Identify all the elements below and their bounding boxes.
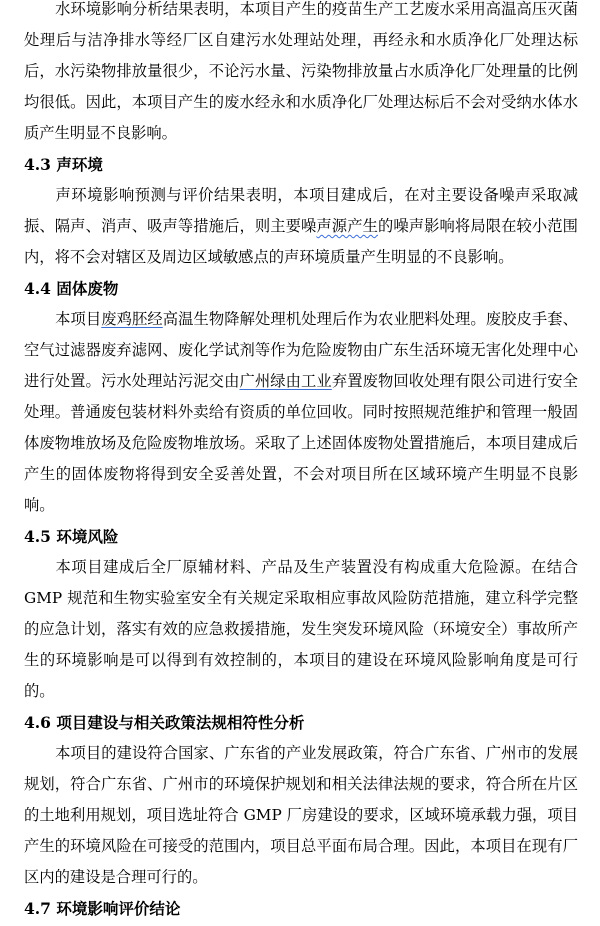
heading-4-5: 4.5 环境风险 bbox=[24, 527, 119, 546]
risk-text: 本项目建成后全厂原辅材料、产品及生产装置没有构成重大危险源。在结合GMP 规范和生物实验室安全有关规定采取相应事故风险防范措施，建立科学完整的应急计划，落实有效的应急救援措施，发生突发环境风险（环境安全）事故所产生的环境影响是可以得到有效控制的，本项目的建设在环境风险影响角度是可行的。 bbox=[24, 558, 578, 700]
paragraph-solid-waste bbox=[24, 304, 578, 521]
heading-4-4: 4.4 固体废物 bbox=[24, 279, 119, 298]
paragraph-policy-compliance bbox=[24, 738, 578, 893]
noise-text-a: 声环境影响预测与评价结果表明，本项目建成后，在对主要设备噪声采取减振、隔声、消声、吸声等措施后，则主要噪 bbox=[24, 186, 578, 235]
paragraph-env-risk bbox=[24, 552, 578, 707]
waste-text-e: 弃置废物回收处理有限公司进行安全处理。普通废包装材料外卖给有资质的单位回收。同时按照规范维护和管理一般固体废物堆放场及危险废物堆放场。采取了上述固体废物处置措施后，本项目建成后产生的固体废物将得到安全妥善处置，不会对项目所在区域环境产生明显不良影响。 bbox=[24, 372, 578, 514]
noise-text-c: 的噪声影响将局限在较小范围内，将不会对辖区及周边区域敏感点的声环境质量产生明显的不良影响。 bbox=[24, 217, 578, 266]
waste-text-a: 本项目 bbox=[55, 310, 102, 328]
waste-text-c: 高温生物降解处理机处理后作为农业肥料处理。废胶皮手套、空气过滤器废弃滤网、废化学试剂等作为危险废物由广东生活环境无害化处理中心进行处置。污水处理站污泥交由 bbox=[24, 310, 578, 390]
heading-4-3: 4.3 声环境 bbox=[24, 155, 103, 174]
policy-text: 本项目的建设符合国家、广东省的产业发展政策，符合广东省、广州市的发展规划，符合广东省、广州市的环境保护规划和相关法律法规的要求，符合所在片区的土地利用规划，项目选址符合 GMP 厂房建设的要求，区域环境承载力强，项目产生的环境风险在可接受的范围内，项目总平面布局合理。因此，本项目在现有厂区内的建设是合理可行的。 bbox=[24, 744, 578, 886]
waste-text-underlined-1: 废鸡胚经 bbox=[101, 310, 163, 328]
heading-4-6: 4.6 项目建设与相关政策法规相符性分析 bbox=[24, 713, 305, 732]
paragraph-water-impact bbox=[24, 0, 578, 149]
paragraph-water-text: 水环境影响分析结果表明，本项目产生的疫苗生产工艺废水采用高温高压灭菌处理后与洁净排水等经厂区自建污水处理站处理，再经永和水质净化厂处理达标后，水污染物排放量很少，不论污水量、污染物排放量占水质净化厂处理量的比例均很低。因此，本项目产生的废水经永和水质净化厂处理达标后不会对受纳水体水质产生明显不良影响。 bbox=[24, 0, 578, 142]
paragraph-noise-impact bbox=[24, 180, 578, 273]
waste-text-underlined-2: 广州绿由工业 bbox=[239, 372, 332, 390]
noise-text-underlined: 声源产生 bbox=[316, 217, 378, 235]
heading-4-7: 4.7 环境影响评价结论 bbox=[24, 899, 181, 918]
